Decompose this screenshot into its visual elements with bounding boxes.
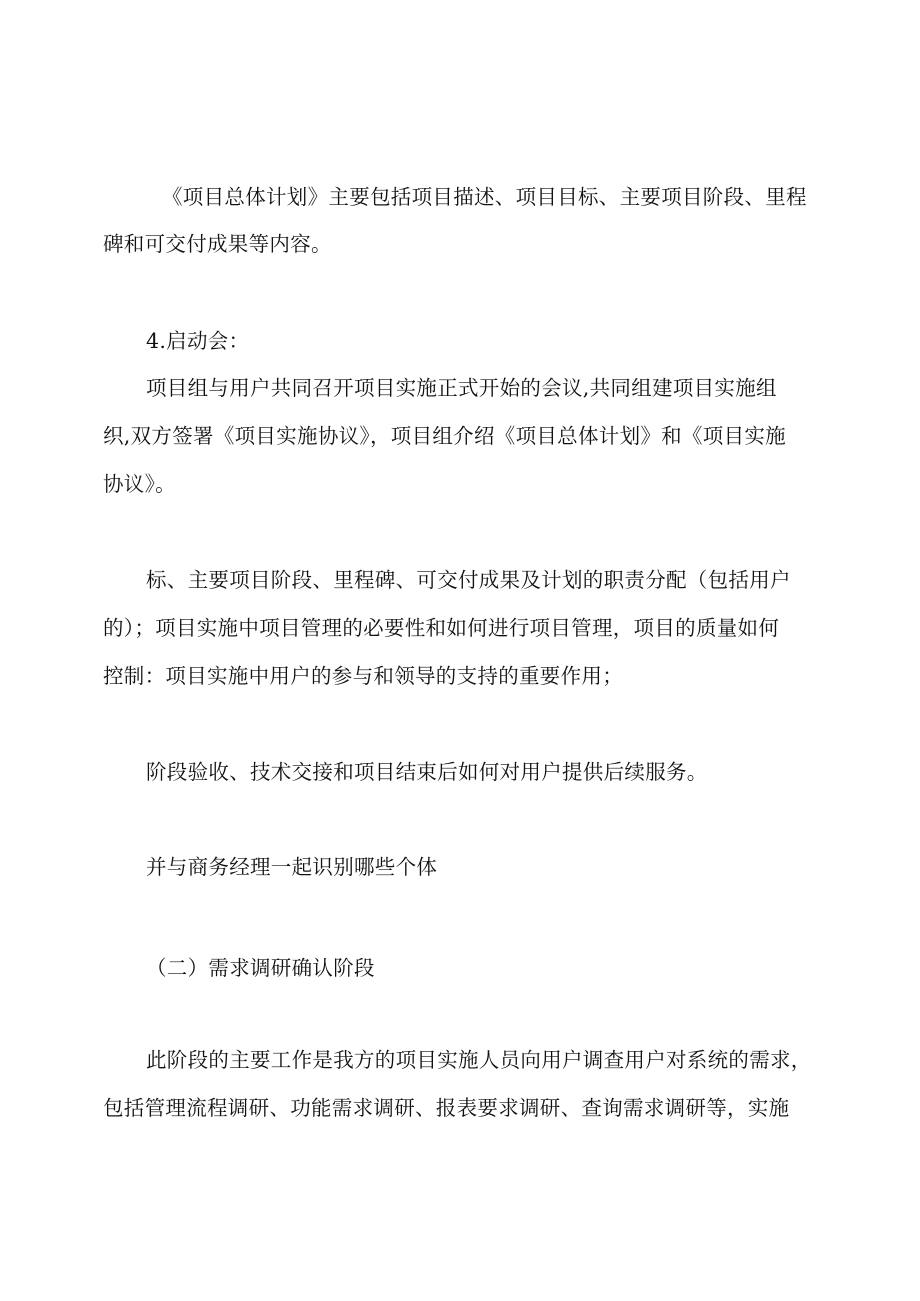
section-heading: （二）需求调研确认阶段: [146, 956, 375, 980]
paragraph-line: 织,双方签署《项目实施协议》，项目组介绍《项目总体计划》和《项目实施: [103, 424, 786, 448]
paragraph-line: 包括管理流程调研、功能需求调研、报表要求调研、查询需求调研等，实施: [103, 1096, 790, 1120]
section-heading: 4.启动会：: [146, 329, 250, 353]
paragraph-line: 并与商务经理一起识别哪些个体: [146, 855, 438, 879]
paragraph-line: 项目组与用户共同召开项目实施正式开始的会议,共同组建项目实施组: [146, 376, 777, 400]
paragraph-line: 此阶段的主要工作是我方的项目实施人员向用户调查用户对系统的需求，: [146, 1048, 812, 1072]
paragraph-line: 协议》。: [103, 472, 176, 496]
paragraph-line: 控制：项目实施中用户的参与和领导的支持的重要作用；: [103, 664, 623, 688]
paragraph-line: 《项目总体计划》主要包括项目描述、项目目标、主要项目阶段、里程: [162, 185, 807, 209]
paragraph-line: 的）；项目实施中项目管理的必要性和如何进行项目管理，项目的质量如何: [103, 616, 780, 640]
paragraph-line: 标、主要项目阶段、里程碑、可交付成果及计划的职责分配（包括用户: [146, 568, 791, 592]
paragraph-line: 阶段验收、技术交接和项目结束后如何对用户提供后续服务。: [146, 760, 708, 784]
paragraph-line: 碑和可交付成果等内容。: [103, 232, 332, 256]
